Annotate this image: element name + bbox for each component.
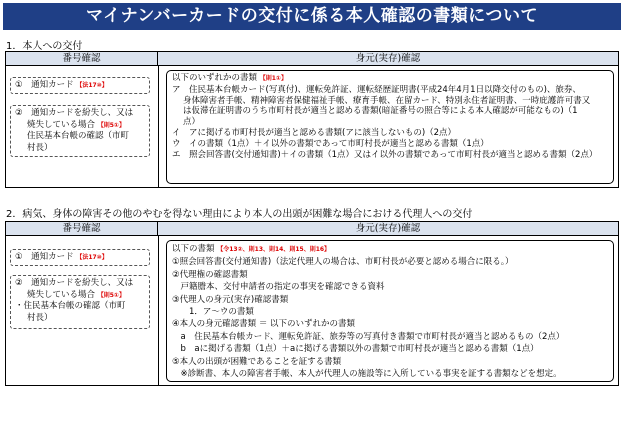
document-line: イ アに掲げる市町村長が適当と認める書類(アに該当しないもの)（2点） xyxy=(172,127,457,138)
law-ref-tag: 【則1①】 xyxy=(259,75,287,82)
item-text: ① 通知カード xyxy=(15,80,74,90)
document-line: b aに掲げる書類（1点）＋aに掲げる書類以外の書類で市町村長が適当と認める書類（1点） xyxy=(172,344,539,355)
document-line: エ 照会回答書(交付通知書)＋イの書類（1点）又はイ以外の書類であって市町村長が適当と認める書類（2点） xyxy=(172,149,598,160)
page-title: マイナンバーカードの交付に係る本人確認の書類について xyxy=(3,3,621,30)
document-line: ④本人の身元確認書類 ＝ 以下のいずれかの書類 xyxy=(172,319,356,330)
section2-notification-card-box xyxy=(10,249,150,266)
law-ref-tag: 【令13②、則13、則14、則15、則16】 xyxy=(217,246,331,253)
item-line: ・住民基本台帳の確認（市町 xyxy=(15,301,126,311)
section2-header-identity-check: 身元(実存)確認 xyxy=(158,222,618,236)
item-line: 焼失している場合 xyxy=(27,289,96,300)
item-line: 村長） xyxy=(27,312,53,323)
section1-table xyxy=(5,51,619,188)
document-line: ③代理人の身元(実存)確認書類 xyxy=(172,294,289,305)
document-line: 身体障害者手帳、精神障害者保健福祉手帳、療育手帳、在留カード、特別永住者証明書、一時庇護許可書又 xyxy=(183,95,591,106)
item-line: 焼失している場合 xyxy=(27,119,96,130)
item-line: ② 通知カードを紛失し、又は xyxy=(15,108,134,118)
section2-lost-card-box xyxy=(10,275,150,329)
document-line: ※診断書、本人の障害者手帳、本人が代理人の施設等に入所している事実を証する書類などを想定。 xyxy=(172,369,562,380)
law-ref-tag: 【則5①】 xyxy=(97,121,125,129)
section1-divider xyxy=(158,66,159,187)
document-line: ア 住民基本台帳カード(写真付)、運転免許証、運転経歴証明書(平成24年4月1日以降交付のもの)、旅券、 xyxy=(172,84,581,95)
law-ref-tag: 【則5①】 xyxy=(97,291,125,299)
section1-heading: 1．本人への交付 xyxy=(6,41,83,52)
section2-document-list-box xyxy=(166,240,614,382)
intro-text: 以下の書類 xyxy=(172,244,215,254)
law-ref-tag: 【法17⑩】 xyxy=(76,82,108,89)
section1-header-identity-check: 身元(実存)確認 xyxy=(158,52,618,66)
section2-heading: 2．病気、身体の障害その他のやむを得ない理由により本人の出頭が困難な場合における代理人への交付 xyxy=(6,209,473,220)
section1-notification-card-box xyxy=(10,77,150,94)
item-line: 村長） xyxy=(27,142,53,153)
section1-document-list-box xyxy=(166,70,614,184)
document-line: ⑤本人の出頭が困難であることを証する書類 xyxy=(172,356,342,367)
document-line: ウ イの書類（1点）＋イ以外の書類であって市町村長が適当と認める書類（1点） xyxy=(172,138,489,149)
intro-text: 以下のいずれかの書類 xyxy=(172,73,258,83)
section2-table xyxy=(5,221,619,386)
section1-lost-card-box xyxy=(10,105,150,157)
section2-header-number-check: 番号確認 xyxy=(6,222,158,236)
document-line: 点） xyxy=(183,117,201,128)
section2-divider xyxy=(158,236,159,385)
document-line: ②代理権の確認書類 xyxy=(172,269,248,280)
law-ref-tag: 【法17⑩】 xyxy=(76,254,108,261)
section1-header-number-check: 番号確認 xyxy=(6,52,158,66)
item-line: 住民基本台帳の確認（市町 xyxy=(27,131,130,141)
document-line: 1．ア～ウの書類 xyxy=(172,307,254,318)
item-text: ① 通知カード xyxy=(15,252,74,262)
document-line: ①照会回答書(交付通知書)（法定代理人の場合は、市町村長が必要と認める場合に限る。） xyxy=(172,257,514,268)
document-line: a 住民基本台帳カード、運転免許証、旅券等の写真付き書類で市町村長が適当と認めるもの（2点） xyxy=(172,331,565,342)
document-line: は仮滞在証明書のうち市町村長が適当と認める書類(暗証番号の照合等による本人確認が可能なもの)（1 xyxy=(183,106,578,117)
item-line: ② 通知カードを紛失し、又は xyxy=(15,278,134,288)
document-line: 戸籍謄本、交付申請者の指定の事実を確認できる資料 xyxy=(172,282,385,293)
